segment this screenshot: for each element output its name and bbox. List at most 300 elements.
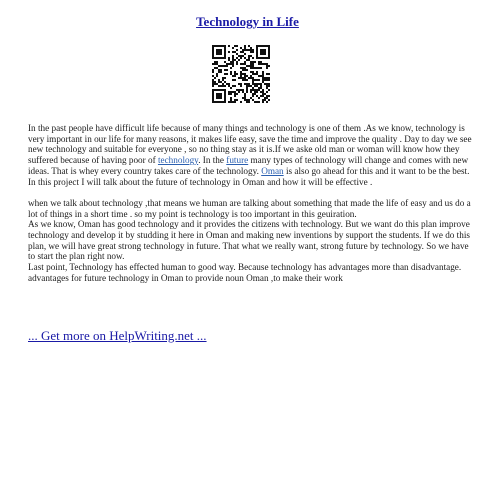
- qr-module: [212, 99, 214, 101]
- qr-module: [232, 59, 234, 61]
- qr-module: [256, 49, 258, 51]
- qr-module: [232, 85, 234, 87]
- qr-module: [250, 47, 252, 49]
- qr-module: [250, 55, 252, 57]
- qr-module: [230, 63, 232, 65]
- qr-module: [224, 69, 226, 71]
- qr-module: [260, 63, 262, 65]
- qr-module: [262, 95, 264, 97]
- qr-module: [256, 73, 258, 75]
- qr-module: [256, 45, 258, 47]
- link-technology[interactable]: technology: [157, 155, 199, 166]
- qr-module: [262, 79, 264, 81]
- qr-module: [244, 95, 246, 97]
- qr-module: [222, 89, 224, 91]
- qr-module: [224, 57, 226, 59]
- qr-module: [258, 89, 260, 91]
- qr-module: [266, 83, 268, 85]
- qr-module: [252, 87, 254, 89]
- qr-module: [236, 63, 238, 65]
- qr-module: [244, 49, 246, 51]
- qr-module: [240, 57, 242, 59]
- qr-module: [260, 87, 262, 89]
- qr-module: [212, 71, 214, 73]
- qr-module: [252, 63, 254, 65]
- qr-module: [236, 57, 238, 59]
- qr-module: [236, 89, 238, 91]
- qr-module: [234, 95, 236, 97]
- qr-module: [252, 61, 254, 63]
- paragraph-talk: when we talk about technology ,that means we human are talking about something that made the life of easy and us do a lot of things in a short time . so my point is technology is too important in this geuiration.: [28, 197, 471, 219]
- qr-module: [214, 61, 216, 63]
- link-oman[interactable]: Oman: [261, 165, 284, 176]
- paragraph-gap: [28, 187, 476, 198]
- qr-module: [230, 73, 232, 75]
- qr-module: [248, 99, 250, 101]
- qr-module: [212, 45, 214, 47]
- qr-module: [266, 77, 268, 79]
- qr-module: [250, 61, 252, 63]
- qr-module: [234, 45, 236, 47]
- qr-module: [216, 57, 218, 59]
- qr-module: [232, 65, 234, 67]
- qr-module: [224, 77, 226, 79]
- qr-module: [224, 61, 226, 63]
- qr-module: [256, 95, 258, 97]
- qr-module: [242, 51, 244, 53]
- qr-module: [214, 77, 216, 79]
- qr-module: [212, 95, 214, 97]
- qr-module: [232, 91, 234, 93]
- qr-module: [262, 93, 264, 95]
- qr-module: [242, 49, 244, 51]
- qr-module: [242, 79, 244, 81]
- qr-module: [236, 93, 238, 95]
- paragraph-intro: In the past people have difficult life because of many things and technology is one of them .As we know, technology is very important in our life for many reasons, it makes life easy, save the time and improve the quality . Day to day we see new technology and suitable for everyone , so no thing stay as it is.If we aske old man or woman will know how they suffered because of having poor of technology. In the future many types of technology will change and comes with new ideas. That is whey every country takes care of the technology. Oman is also go ahead for this and it want to be the best. In this project I will talk about the future of technology in Oman and how it will be effective .: [28, 123, 472, 187]
- qr-module: [224, 93, 226, 95]
- qr-module: [240, 85, 242, 87]
- qr-module: [240, 63, 242, 65]
- qr-module: [262, 49, 264, 51]
- qr-module: [224, 53, 226, 55]
- qr-module: [228, 59, 230, 61]
- qr-module: [228, 45, 230, 47]
- qr-module: [246, 49, 248, 51]
- qr-module: [220, 89, 222, 91]
- qr-module: [252, 95, 254, 97]
- qr-module: [256, 55, 258, 57]
- qr-module: [216, 101, 218, 103]
- qr-module: [216, 63, 218, 65]
- qr-module: [254, 73, 256, 75]
- qr-module: [234, 51, 236, 53]
- qr-module: [216, 53, 218, 55]
- qr-module: [242, 69, 244, 71]
- qr-module: [244, 53, 246, 55]
- qr-module: [222, 83, 224, 85]
- qr-module: [212, 75, 214, 77]
- qr-module: [212, 101, 214, 103]
- qr-module: [248, 101, 250, 103]
- qr-module: [212, 93, 214, 95]
- qr-module: [256, 85, 258, 87]
- qr-module: [230, 99, 232, 101]
- qr-module: [252, 77, 254, 79]
- qr-module: [266, 95, 268, 97]
- qr-module: [220, 85, 222, 87]
- qr-module: [244, 75, 246, 77]
- qr-module: [224, 97, 226, 99]
- qr-module: [242, 97, 244, 99]
- qr-module: [220, 95, 222, 97]
- qr-module: [260, 53, 262, 55]
- qr-module: [268, 53, 270, 55]
- qr-module: [258, 63, 260, 65]
- qr-module: [212, 91, 214, 93]
- qr-module: [228, 101, 230, 103]
- qr-module: [232, 101, 234, 103]
- qr-module: [268, 65, 270, 67]
- qr-module: [220, 49, 222, 51]
- qr-module: [240, 55, 242, 57]
- qr-module: [266, 91, 268, 93]
- qr-module: [250, 89, 252, 91]
- qr-module: [268, 89, 270, 91]
- qr-module: [262, 75, 264, 77]
- qr-module: [246, 65, 248, 67]
- qr-module: [250, 65, 252, 67]
- qr-module: [244, 99, 246, 101]
- qr-module: [228, 57, 230, 59]
- paragraph-last: Last point, Technology has effected human to good way. Because technology has advantages more than disadvantage. advantages for future technology in Oman to provide noun Oman ,to make their work: [28, 262, 462, 283]
- qr-module: [268, 99, 270, 101]
- qr-module: [222, 65, 224, 67]
- qr-module: [262, 89, 264, 91]
- qr-module: [232, 55, 234, 57]
- qr-module: [224, 99, 226, 101]
- qr-module: [214, 101, 216, 103]
- qr-module: [234, 71, 236, 73]
- qr-module: [232, 75, 234, 77]
- qr-module: [220, 101, 222, 103]
- qr-module: [218, 93, 220, 95]
- qr-module: [252, 83, 254, 85]
- qr-module: [236, 49, 238, 51]
- qr-module: [220, 71, 222, 73]
- qr-module: [258, 87, 260, 89]
- qr-module: [214, 81, 216, 83]
- qr-module: [218, 89, 220, 91]
- qr-module: [262, 101, 264, 103]
- qr-module: [244, 45, 246, 47]
- qr-module: [222, 85, 224, 87]
- qr-module: [252, 79, 254, 81]
- qr-module: [254, 93, 256, 95]
- qr-module: [242, 91, 244, 93]
- qr-module: [218, 79, 220, 81]
- qr-module: [226, 65, 228, 67]
- qr-module: [248, 57, 250, 59]
- qr-module: [216, 61, 218, 63]
- qr-module: [246, 101, 248, 103]
- qr-module: [246, 83, 248, 85]
- qr-module: [236, 45, 238, 47]
- qr-module: [250, 97, 252, 99]
- qr-module: [268, 77, 270, 79]
- qr-module: [214, 83, 216, 85]
- qr-module: [228, 51, 230, 53]
- qr-module: [212, 55, 214, 57]
- qr-module: [214, 67, 216, 69]
- qr-module: [224, 51, 226, 53]
- qr-module: [268, 85, 270, 87]
- paragraph-oman: As we know, Oman has good technology and it provides the citizens with technology. But we want do this plan improve technology and develop it by studding it here in Oman and making new inventions by support the students. If we do this plan, we will have great strong technology in future. That what we really want, strong future by technology. So we have to start the plan right now.: [28, 219, 470, 262]
- qr-module: [238, 83, 240, 85]
- qr-module: [224, 45, 226, 47]
- qr-module: [250, 91, 252, 93]
- qr-module: [248, 45, 250, 47]
- qr-module: [212, 49, 214, 51]
- qr-module: [244, 93, 246, 95]
- qr-module: [230, 101, 232, 103]
- qr-module: [224, 73, 226, 75]
- qr-module: [262, 77, 264, 79]
- qr-module: [226, 63, 228, 65]
- qr-module: [254, 67, 256, 69]
- qr-module: [252, 49, 254, 51]
- qr-module: [230, 97, 232, 99]
- qr-module: [224, 49, 226, 51]
- qr-module: [228, 83, 230, 85]
- qr-module: [256, 101, 258, 103]
- qr-module: [244, 79, 246, 81]
- qr-module: [246, 99, 248, 101]
- qr-module: [212, 97, 214, 99]
- qr-module: [232, 57, 234, 59]
- qr-module: [266, 67, 268, 69]
- qr-module: [258, 45, 260, 47]
- qr-module: [246, 89, 248, 91]
- qr-module: [250, 51, 252, 53]
- qr-module: [260, 91, 262, 93]
- qr-module: [216, 75, 218, 77]
- qr-module: [240, 89, 242, 91]
- qr-module: [244, 63, 246, 65]
- qr-module: [218, 97, 220, 99]
- qr-module: [262, 51, 264, 53]
- qr-module: [218, 57, 220, 59]
- qr-module: [214, 89, 216, 91]
- qr-module: [260, 49, 262, 51]
- qr-module: [246, 87, 248, 89]
- qr-module: [222, 77, 224, 79]
- qr-module: [212, 69, 214, 71]
- qr-module: [262, 71, 264, 73]
- qr-module: [212, 51, 214, 53]
- qr-module: [246, 75, 248, 77]
- qr-module: [254, 91, 256, 93]
- qr-module: [250, 67, 252, 69]
- qr-module: [224, 91, 226, 93]
- qr-module: [218, 71, 220, 73]
- get-more-link[interactable]: ... Get more on HelpWriting.net ...: [28, 328, 207, 343]
- qr-module: [218, 53, 220, 55]
- qr-module: [238, 59, 240, 61]
- qr-module: [234, 93, 236, 95]
- qr-module: [224, 95, 226, 97]
- qr-module: [234, 99, 236, 101]
- qr-module: [222, 45, 224, 47]
- qr-module: [224, 47, 226, 49]
- qr-module: [258, 83, 260, 85]
- qr-module: [252, 65, 254, 67]
- qr-module: [234, 75, 236, 77]
- qr-module: [258, 67, 260, 69]
- qr-module: [244, 61, 246, 63]
- qr-module: [250, 63, 252, 65]
- qr-module: [262, 73, 264, 75]
- qr-module: [262, 57, 264, 59]
- qr-module: [218, 101, 220, 103]
- qr-module: [248, 65, 250, 67]
- qr-module: [244, 69, 246, 71]
- qr-module: [254, 61, 256, 63]
- qr-module: [216, 73, 218, 75]
- qr-module: [242, 73, 244, 75]
- qr-module: [250, 49, 252, 51]
- qr-module: [248, 55, 250, 57]
- qr-module: [238, 55, 240, 57]
- qr-module: [244, 97, 246, 99]
- qr-module: [258, 97, 260, 99]
- qr-module: [252, 67, 254, 69]
- qr-module: [212, 85, 214, 87]
- qr-module: [264, 63, 266, 65]
- qr-module: [226, 69, 228, 71]
- qr-module: [228, 63, 230, 65]
- qr-module: [220, 65, 222, 67]
- qr-module: [244, 73, 246, 75]
- qr-module: [254, 83, 256, 85]
- qr-module: [262, 99, 264, 101]
- qr-module: [242, 89, 244, 91]
- qr-module: [252, 89, 254, 91]
- qr-module: [266, 79, 268, 81]
- qr-module: [258, 101, 260, 103]
- qr-module: [256, 79, 258, 81]
- qr-module: [218, 69, 220, 71]
- qr-module: [268, 83, 270, 85]
- qr-module: [236, 99, 238, 101]
- qr-module: [262, 45, 264, 47]
- qr-module: [234, 59, 236, 61]
- qr-module: [234, 73, 236, 75]
- qr-module: [268, 95, 270, 97]
- qr-module: [260, 85, 262, 87]
- qr-module: [216, 97, 218, 99]
- qr-module: [260, 95, 262, 97]
- qr-module: [258, 61, 260, 63]
- qr-module: [260, 75, 262, 77]
- qr-module: [262, 63, 264, 65]
- qr-module: [256, 71, 258, 73]
- qr-module: [226, 73, 228, 75]
- qr-module: [254, 89, 256, 91]
- qr-module: [266, 73, 268, 75]
- qr-module: [252, 57, 254, 59]
- qr-module: [234, 79, 236, 81]
- qr-module: [218, 45, 220, 47]
- qr-code-icon: [212, 45, 270, 103]
- qr-module: [266, 65, 268, 67]
- qr-module: [224, 55, 226, 57]
- link-future[interactable]: future: [226, 155, 249, 166]
- qr-module: [268, 55, 270, 57]
- qr-module: [256, 91, 258, 93]
- qr-module: [256, 89, 258, 91]
- qr-module: [250, 75, 252, 77]
- qr-module: [268, 47, 270, 49]
- qr-module: [250, 77, 252, 79]
- qr-module: [230, 91, 232, 93]
- qr-module: [264, 51, 266, 53]
- qr-module: [244, 77, 246, 79]
- qr-module: [242, 63, 244, 65]
- qr-module: [232, 63, 234, 65]
- qr-module: [240, 75, 242, 77]
- qr-module: [212, 57, 214, 59]
- qr-module: [214, 63, 216, 65]
- qr-module: [212, 79, 214, 81]
- qr-module: [220, 97, 222, 99]
- qr-module: [248, 49, 250, 51]
- qr-module: [248, 77, 250, 79]
- qr-module: [240, 83, 242, 85]
- qr-module: [242, 55, 244, 57]
- qr-module: [240, 51, 242, 53]
- qr-module: [232, 51, 234, 53]
- qr-module: [236, 53, 238, 55]
- qr-module: [248, 83, 250, 85]
- qr-module: [216, 93, 218, 95]
- qr-module: [220, 51, 222, 53]
- qr-module: [240, 73, 242, 75]
- qr-module: [224, 101, 226, 103]
- qr-module: [240, 47, 242, 49]
- document-title[interactable]: Technology in Life: [196, 14, 299, 29]
- qr-module: [252, 73, 254, 75]
- qr-module: [242, 77, 244, 79]
- qr-module: [220, 57, 222, 59]
- qr-module: [264, 99, 266, 101]
- qr-module: [230, 61, 232, 63]
- qr-module: [244, 47, 246, 49]
- qr-module: [258, 57, 260, 59]
- qr-module: [230, 87, 232, 89]
- qr-module: [216, 67, 218, 69]
- qr-module: [214, 57, 216, 59]
- qr-module: [264, 57, 266, 59]
- qr-module: [260, 61, 262, 63]
- qr-module: [246, 79, 248, 81]
- qr-module: [244, 57, 246, 59]
- qr-module: [252, 81, 254, 83]
- qr-module: [264, 49, 266, 51]
- qr-module: [264, 79, 266, 81]
- qr-module: [268, 51, 270, 53]
- qr-module: [252, 71, 254, 73]
- qr-module: [220, 93, 222, 95]
